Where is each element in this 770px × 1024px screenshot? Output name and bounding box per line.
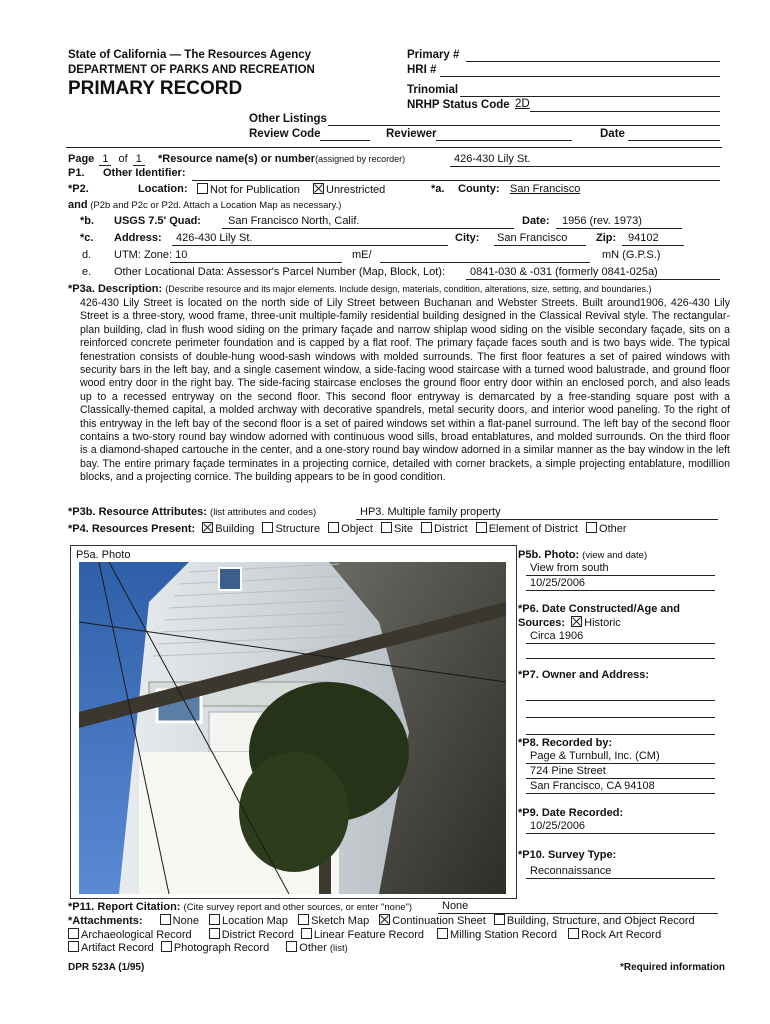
attachments-row-3 bbox=[68, 941, 348, 954]
department-name: DEPARTMENT OF PARKS AND RECREATION bbox=[68, 64, 315, 76]
other-locational-line bbox=[466, 279, 720, 280]
p6-label: *P6. Date Constructed/Age and bbox=[518, 603, 680, 615]
review-code-field[interactable] bbox=[320, 140, 370, 141]
description-hint: (Describe resource and its major elements. Include design, materials, condition, alterations, size, setting, and boundaries.) bbox=[165, 284, 652, 294]
owner-address-field-1[interactable] bbox=[526, 687, 715, 701]
zip-line bbox=[622, 245, 684, 246]
attach-linear-feature-option[interactable] bbox=[301, 929, 424, 941]
artifact-label: Artifact Record bbox=[81, 942, 154, 954]
building-record-checkbox[interactable] bbox=[494, 914, 505, 925]
page-number[interactable]: 1 bbox=[99, 153, 111, 166]
address-line bbox=[172, 245, 448, 246]
element-option-label: Element of District bbox=[488, 523, 578, 535]
address-value[interactable]: 426-430 Lily St. bbox=[176, 232, 253, 244]
city-label: City: bbox=[455, 232, 480, 244]
not-for-publication-label: Not for Publication bbox=[210, 184, 300, 196]
report-citation-label: *P11. Report Citation: bbox=[68, 901, 181, 913]
tree-foliage-lower bbox=[239, 752, 349, 872]
quad-date-value[interactable]: 1956 (rev. 1973) bbox=[562, 215, 642, 227]
attach-rock-art-option[interactable] bbox=[568, 929, 661, 941]
historic-label: Historic bbox=[584, 617, 621, 629]
location-label: Location: bbox=[138, 183, 188, 195]
other-checkbox[interactable] bbox=[586, 522, 597, 533]
site-option-label: Site bbox=[394, 523, 413, 535]
p2c-label: *c. bbox=[80, 232, 94, 244]
structure-checkbox[interactable] bbox=[262, 522, 273, 533]
survey-type-field[interactable]: Reconnaissance bbox=[526, 865, 715, 879]
other-locational-value[interactable]: 0841-030 & -031 (formerly 0841-025a) bbox=[470, 266, 658, 278]
attach-other-label: Other bbox=[299, 942, 327, 954]
other-identifier-field[interactable] bbox=[192, 180, 720, 181]
location-map-checkbox[interactable] bbox=[209, 914, 220, 925]
owner-address-field-2[interactable] bbox=[526, 704, 715, 718]
owner-address-field-3[interactable] bbox=[526, 721, 715, 735]
attach-building-record-option[interactable] bbox=[494, 915, 695, 927]
archaeological-checkbox[interactable] bbox=[68, 928, 79, 939]
agency-name: State of California — The Resources Agency bbox=[68, 49, 312, 61]
reviewer-field[interactable] bbox=[436, 140, 572, 141]
resource-building-option[interactable] bbox=[202, 523, 254, 535]
element-of-district-checkbox[interactable] bbox=[476, 522, 487, 533]
p3b-row bbox=[68, 506, 316, 518]
primary-label: Primary # bbox=[407, 49, 460, 61]
page-label: Page bbox=[68, 153, 95, 165]
zip-value[interactable]: 94102 bbox=[628, 232, 659, 244]
p10-label: *P10. Survey Type: bbox=[518, 849, 617, 861]
resource-attributes-line bbox=[356, 519, 718, 520]
rock-art-label: Rock Art Record bbox=[581, 929, 662, 941]
none-label: None bbox=[172, 915, 199, 927]
building-checkbox[interactable] bbox=[202, 522, 213, 533]
city-value[interactable]: San Francisco bbox=[497, 232, 568, 244]
quad-value[interactable]: San Francisco North, Calif. bbox=[228, 215, 360, 227]
hri-label: HRI # bbox=[407, 64, 437, 76]
unrestricted-label: Unrestricted bbox=[326, 184, 386, 196]
photo-view-field[interactable]: View from south bbox=[526, 562, 715, 576]
attach-archaeological-option[interactable] bbox=[68, 929, 192, 941]
resource-element-option[interactable] bbox=[476, 523, 578, 535]
attach-sketch-map-option[interactable] bbox=[298, 915, 369, 927]
district-option-label: District bbox=[434, 523, 468, 535]
and-note: (P2b and P2c or P2d. Attach a Location Map as necessary.) bbox=[90, 200, 342, 211]
photo-date-field[interactable]: 10/25/2006 bbox=[526, 577, 715, 591]
none-checkbox[interactable] bbox=[160, 914, 171, 925]
nrhp-field-line bbox=[530, 111, 720, 112]
continuation-sheet-label: Continuation Sheet bbox=[392, 915, 486, 927]
resource-object-option[interactable] bbox=[328, 523, 373, 535]
structure-option-label: Structure bbox=[275, 523, 321, 535]
other-listings-label: Other Listings bbox=[249, 113, 327, 125]
date-field[interactable] bbox=[628, 140, 720, 141]
artifact-checkbox[interactable] bbox=[68, 941, 79, 952]
p2e-label: e. bbox=[82, 266, 92, 278]
linear-feature-label: Linear Feature Record bbox=[313, 929, 424, 941]
attach-location-map-option[interactable] bbox=[209, 915, 288, 927]
utm-zone-label: UTM: Zone: 10 bbox=[114, 249, 188, 261]
county-value[interactable]: San Francisco bbox=[510, 183, 581, 195]
attach-photograph-option[interactable] bbox=[161, 942, 269, 954]
p9-label: *P9. Date Recorded: bbox=[518, 807, 624, 819]
reviewer-label: Reviewer bbox=[386, 128, 437, 140]
zip-label: Zip: bbox=[596, 232, 617, 244]
quad-line bbox=[222, 228, 514, 229]
photograph-checkbox[interactable] bbox=[161, 941, 172, 952]
p7-label: *P7. Owner and Address: bbox=[518, 669, 650, 681]
resource-name-value[interactable]: 426-430 Lily St. bbox=[454, 153, 531, 165]
hri-field[interactable] bbox=[440, 76, 720, 77]
and-prefix: and bbox=[68, 199, 88, 211]
milling-station-label: Milling Station Record bbox=[450, 929, 558, 941]
trinomial-label: Trinomial bbox=[407, 84, 459, 96]
date-label: Date bbox=[600, 128, 625, 140]
p8-label: *P8. Recorded by: bbox=[518, 737, 613, 749]
me-label: mE/ bbox=[352, 249, 372, 261]
attachments-row-1 bbox=[68, 914, 695, 927]
photo-label: P5a. Photo bbox=[76, 549, 131, 561]
p2b-label: *b. bbox=[80, 215, 95, 227]
resource-other-option[interactable] bbox=[586, 523, 627, 535]
building-option-label: Building bbox=[215, 523, 255, 535]
district-checkbox[interactable] bbox=[421, 522, 432, 533]
archaeological-label: Archaeological Record bbox=[81, 929, 192, 941]
description-text bbox=[80, 297, 730, 485]
recorded-by-line-1[interactable]: Page & Turnbull, Inc. (CM) bbox=[526, 750, 715, 764]
attach-other-hint: (list) bbox=[329, 943, 348, 954]
not-for-publication-checkbox[interactable] bbox=[197, 183, 208, 194]
attachments-label: *Attachments: bbox=[68, 915, 143, 927]
resources-present-label: *P4. Resources Present: bbox=[68, 523, 196, 535]
review-code-label: Review Code bbox=[249, 128, 321, 140]
not-for-publication-option[interactable] bbox=[197, 183, 300, 196]
resources-present-row bbox=[68, 522, 627, 535]
form-title: PRIMARY RECORD bbox=[68, 78, 243, 99]
building-record-label: Building, Structure, and Object Record bbox=[506, 915, 695, 927]
attach-none-option[interactable] bbox=[160, 915, 199, 927]
resource-attributes-hint: (list attributes and codes) bbox=[210, 507, 317, 518]
other-option-label: Other bbox=[599, 523, 627, 535]
city-line bbox=[494, 245, 586, 246]
utm-zone-line[interactable] bbox=[170, 262, 342, 263]
of-label: of bbox=[118, 153, 128, 165]
historic-checkbox[interactable] bbox=[571, 616, 582, 627]
attach-other-checkbox[interactable] bbox=[286, 941, 297, 952]
p8-section bbox=[518, 737, 726, 794]
location-map-label: Location Map bbox=[222, 915, 289, 927]
resource-structure-option[interactable] bbox=[262, 523, 320, 535]
mn-field[interactable] bbox=[380, 262, 590, 263]
header-divider bbox=[66, 147, 722, 148]
county-label: County: bbox=[458, 183, 500, 195]
nrhp-label: NRHP Status Code bbox=[407, 99, 510, 111]
quad-date-label: Date: bbox=[522, 215, 550, 227]
report-citation-hint: (Cite survey report and other sources, or enter "none") bbox=[183, 902, 413, 913]
photograph-label: Photograph Record bbox=[173, 942, 270, 954]
page-row bbox=[68, 153, 405, 166]
resource-name-line bbox=[450, 166, 720, 167]
p1-number: P1. bbox=[68, 167, 85, 179]
rock-art-checkbox[interactable] bbox=[568, 928, 579, 939]
p3a-row bbox=[68, 283, 651, 295]
resource-attributes-value[interactable]: HP3. Multiple family property bbox=[360, 506, 501, 518]
date-constructed-field-2[interactable] bbox=[526, 645, 715, 659]
attach-other-option[interactable] bbox=[286, 942, 348, 954]
sketch-map-label: Sketch Map bbox=[311, 915, 370, 927]
unrestricted-option[interactable] bbox=[313, 183, 385, 196]
form-id: DPR 523A (1/95) bbox=[68, 962, 145, 973]
attachments-row-2 bbox=[68, 928, 661, 941]
site-checkbox[interactable] bbox=[381, 522, 392, 533]
date-constructed-field[interactable]: Circa 1906 bbox=[526, 630, 715, 644]
resource-attributes-label: *P3b. Resource Attributes: bbox=[68, 506, 207, 518]
unrestricted-checkbox[interactable] bbox=[313, 183, 324, 194]
required-note: *Required information bbox=[620, 962, 726, 973]
mn-label: mN (G.P.S.) bbox=[602, 249, 661, 261]
milling-station-checkbox[interactable] bbox=[437, 928, 448, 939]
other-listings-field[interactable] bbox=[328, 125, 720, 126]
p5b-section bbox=[518, 549, 726, 591]
report-citation-value[interactable]: None bbox=[442, 900, 469, 912]
other-locational-label: Other Locational Data: Assessor's Parcel Number (Map, Block, Lot): bbox=[114, 266, 446, 278]
attach-artifact-option[interactable] bbox=[68, 942, 154, 954]
attach-district-record-option[interactable] bbox=[209, 929, 294, 941]
building-photo bbox=[79, 562, 506, 894]
sketch-map-checkbox[interactable] bbox=[298, 914, 309, 925]
quad-label: USGS 7.5' Quad: bbox=[114, 215, 201, 227]
nrhp-value[interactable]: 2D bbox=[515, 98, 530, 110]
p2a-label: *a. bbox=[431, 183, 445, 195]
resource-name-label: *Resource name(s) or number bbox=[157, 153, 316, 165]
attach-milling-station-option[interactable] bbox=[437, 929, 557, 941]
p7-section bbox=[518, 669, 726, 735]
quad-date-line bbox=[556, 228, 682, 229]
p1-label: Other Identifier: bbox=[103, 167, 186, 179]
p9-section bbox=[518, 807, 726, 834]
recorded-by-line-3[interactable]: San Francisco, CA 94108 bbox=[526, 780, 715, 794]
resource-site-option[interactable] bbox=[381, 523, 413, 535]
address-label: Address: bbox=[114, 232, 162, 244]
object-option-label: Object bbox=[341, 523, 373, 535]
p2d-label: d. bbox=[82, 249, 92, 261]
district-record-checkbox[interactable] bbox=[209, 928, 220, 939]
date-recorded-field[interactable]: 10/25/2006 bbox=[526, 820, 715, 834]
photo-box bbox=[70, 545, 517, 899]
continuation-sheet-checkbox[interactable] bbox=[379, 914, 390, 925]
linear-feature-checkbox[interactable] bbox=[301, 928, 312, 939]
sources-label: Sources: bbox=[518, 617, 566, 629]
p6-section bbox=[518, 603, 726, 659]
district-record-label: District Record bbox=[221, 929, 294, 941]
p11-row bbox=[68, 901, 412, 913]
description-paragraph: 426-430 Lily Street is located on the north side of Lily Street between Buchanan and Webster Streets. Built around1906, 426-430 Lily Street is a three-story, wood frame, three-unit multiple-family residential building designed in the Classical Revival style. The rectangular-plan building, clad in flush wood siding on the primary façade and narrow shiplap wood siding on the visible secondary façade, sits on a reinforced concrete perimeter foundation and is capped by a flat roof. The primary façade faces south and is two bays wide. The typical fenestration consists of double-hung wood-sash windows with molded surrounds. The first floor features a set of paired windows with security bars in the left bay, and a single casement window, a side-facing wood staircase with a turned wood balustrade, and ground floor wood entry door in the right bay. The side-facing staircase encloses the ground floor entry door within an enclosed porch, and also leads up to a recessed entryway on the second floor. This second floor entryway is demarcated by a free-standing square post with a Classically-themed capital, a molded archway with decorative spandrels, metal security doors, and interior wood paneling. To the right of this entryway in the left bay of the second floor is a set of paired windows set within a flat-panel surround. The left bay of the second floor contains a two-story round bay window adorned with continuous wood sills, broad entablatures, and molded surrounds. On the third floor is a diamond-shaped cartouche in the center, and a one-story round bay window adorned in a similar manner as the bay window in the left bay. The entire primary façade terminates in a projecting cornice, detailed with corner brackets, a simple projecting entablature, modillion blocks, and a projecting cornice. The building appears to be in good condition. bbox=[80, 297, 730, 484]
upper-window bbox=[219, 568, 241, 590]
primary-field[interactable] bbox=[466, 61, 720, 62]
resource-district-option[interactable] bbox=[421, 523, 468, 535]
page-total[interactable]: 1 bbox=[133, 153, 145, 166]
p5b-label: P5b. Photo: bbox=[518, 549, 580, 561]
trinomial-field[interactable] bbox=[460, 96, 720, 97]
recorded-by-line-2[interactable]: 724 Pine Street bbox=[526, 765, 715, 779]
p5b-hint: (view and date) bbox=[582, 550, 648, 561]
object-checkbox[interactable] bbox=[328, 522, 339, 533]
resource-name-hint: (assigned by recorder) bbox=[315, 154, 406, 164]
and-note-row bbox=[68, 199, 341, 211]
attach-continuation-option[interactable] bbox=[379, 915, 486, 927]
p10-section bbox=[518, 849, 726, 879]
description-label: *P3a. Description: bbox=[68, 283, 163, 295]
p2-number: *P2. bbox=[68, 183, 89, 195]
